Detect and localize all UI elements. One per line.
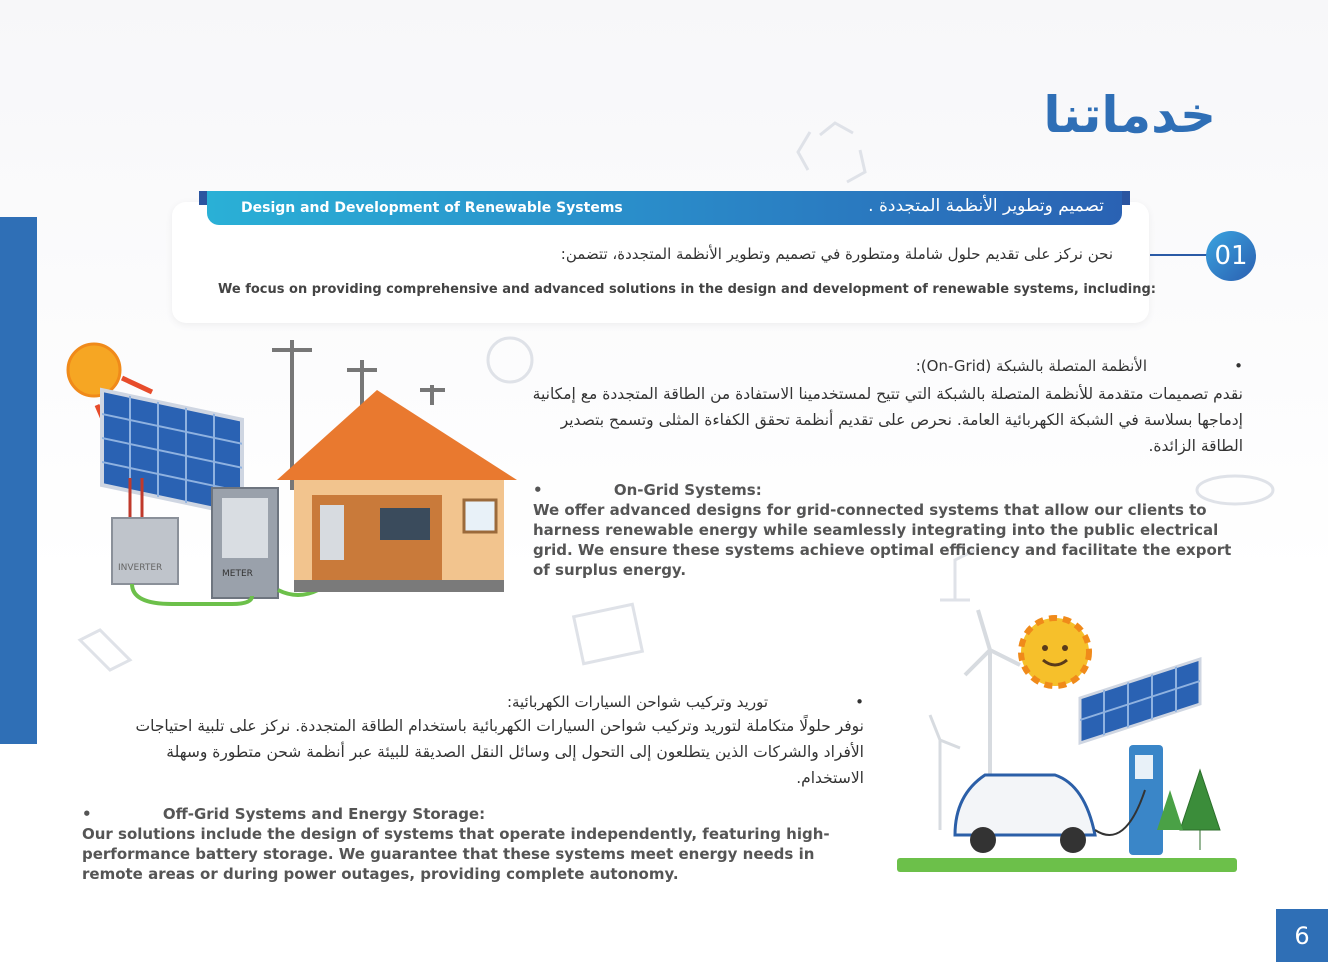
house-roof [277, 390, 517, 480]
on-grid-text-ar: نقدم تصميمات متقدمة للأنظمة المتصلة بالشبكة التي تتيح لمستخدمينا الاستفادة من الطاقة المتجددة مع إمكانية إدماجها بسلاسة في الشبكة الكهربائية العامة. نحرص على تقديم أنظمة تحقق الكفاءة المثلى وتسمح بتصدير الطاقة الزائدة. [532, 385, 1243, 455]
page-title: خدماتنا [1043, 86, 1216, 144]
bullet: • [82, 805, 92, 823]
bullet: • [855, 693, 864, 711]
tree [1180, 770, 1220, 850]
grass-ground [897, 858, 1237, 872]
off-grid-heading-en-text: Off-Grid Systems and Energy Storage: [162, 805, 486, 823]
ev-charging-illustration [895, 600, 1240, 875]
service-number-badge: 01 [1206, 231, 1256, 281]
number-connector [1150, 254, 1208, 256]
window [464, 500, 496, 532]
intro-text-en: We focus on providing comprehensive and advanced solutions in the design and development of renewable systems, including: [218, 282, 1156, 297]
on-grid-heading-ar [916, 357, 1243, 375]
meter-label: METER [222, 569, 253, 579]
off-grid-text-en: Our solutions include the design of systems that operate independently, featuring high-performance battery storage. We guarantee that these systems meet energy needs in remote areas or during power outages, providing complete autonomy. [82, 825, 830, 883]
on-grid-heading-ar-text: الأنظمة المتصلة بالشبكة (On-Grid): [915, 357, 1147, 375]
banner-title-ar: تصميم وتطوير الأنظمة المتجددة . [868, 196, 1104, 216]
pylon-outline-icon [80, 630, 130, 670]
tv [380, 508, 430, 540]
ev-heading-ar [507, 693, 864, 711]
electric-car [955, 775, 1095, 835]
sun-icon [68, 344, 120, 396]
smiling-sun-icon [1021, 618, 1089, 686]
intro-text-ar: نحن نركز على تقديم حلول شاملة ومتطورة في تصميم وتطوير الأنظمة المتجددة، تتضمن: [560, 245, 1113, 263]
solar-house-illustration [62, 330, 532, 620]
side-accent-bar [0, 217, 37, 744]
on-grid-text-en: We offer advanced designs for grid-connected systems that allow our clients to harness renewable energy while seamlessly integrating into the public electrical grid. We ensure these systems achieve optimal efficiency and facilitate the export of surplus energy. [533, 501, 1232, 579]
fridge [320, 505, 344, 560]
off-grid-heading-en [82, 805, 485, 823]
bullet: • [533, 481, 543, 499]
recycle-icon [798, 123, 865, 182]
banner-title-en: Design and Development of Renewable Systems [241, 200, 623, 216]
bullet: • [1234, 357, 1243, 375]
inverter-box [112, 518, 178, 584]
ev-heading-ar-text: توريد وتركيب شواحن السيارات الكهربائية: [506, 693, 768, 711]
wind-turbine [930, 715, 960, 830]
on-grid-heading-en [533, 481, 762, 499]
solar-panel-outline-icon [574, 604, 643, 663]
ev-text-ar: نوفر حلولًا متكاملة لتوريد وتركيب شواحن السيارات الكهربائية باستخدام الطاقة المتجددة. نركز على تلبية احتياجات الأفراد والشركات الذين يتطلعون إلى التحول إلى وسائل النقل الصديقة للبيئة عبر أنظمة شحن متطورة وسهلة الاستخدام. [135, 717, 864, 787]
ev-solar-panel [1080, 659, 1200, 743]
page-number: 6 [1276, 909, 1328, 962]
on-grid-heading-en-text: On-Grid Systems: [613, 481, 762, 499]
inverter-label: INVERTER [118, 563, 163, 573]
